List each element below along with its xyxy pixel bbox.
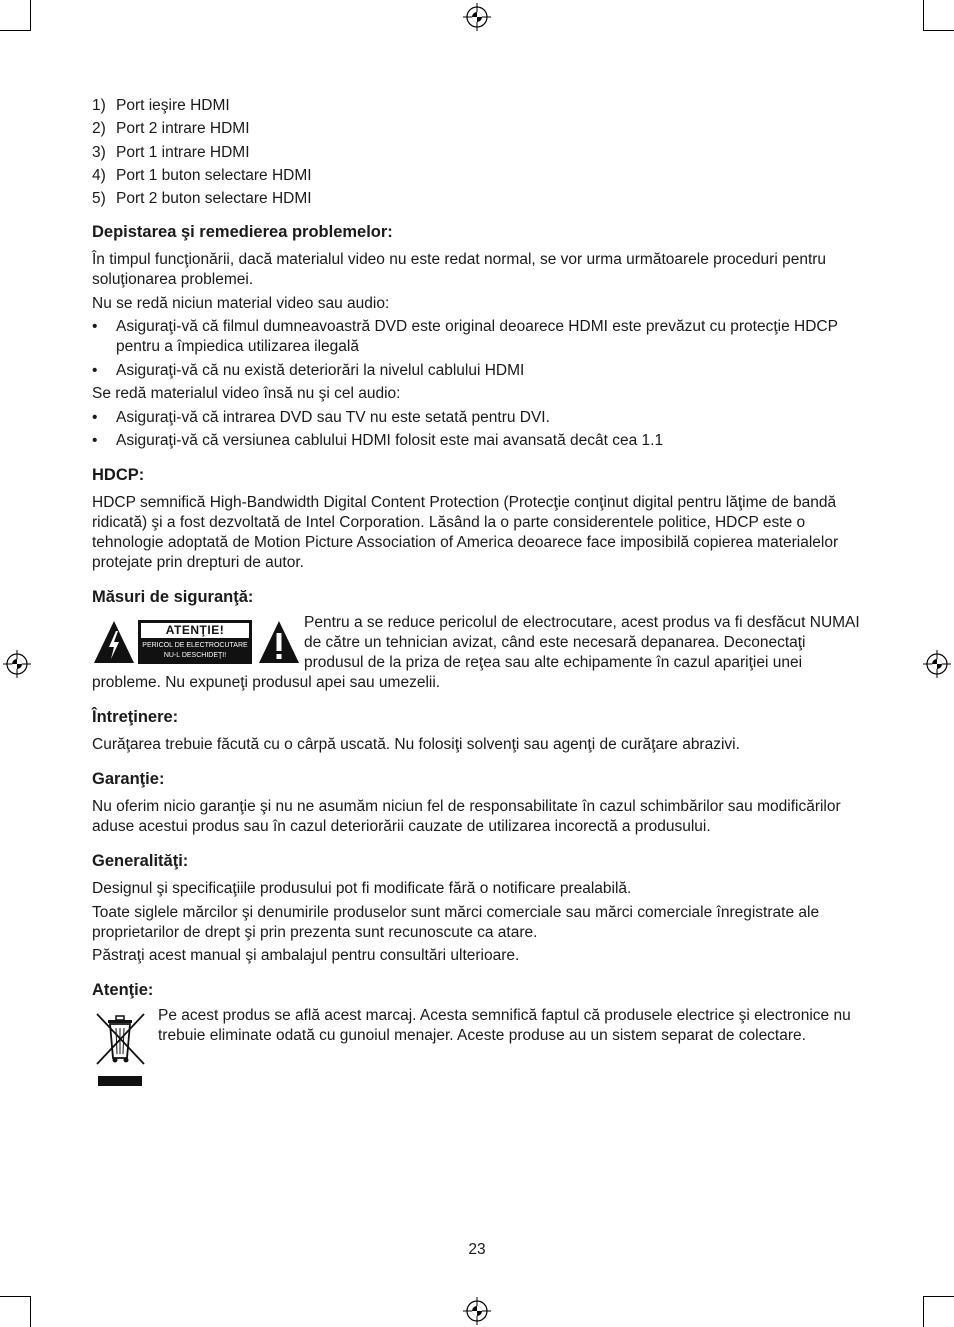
bullet-item: • Asiguraţi-vă că intrarea DVD sau TV nu este setată pentru DVI. [92, 408, 550, 426]
safety-row [92, 613, 864, 693]
paragraph: Nu se redă niciun material video sau audio: [92, 294, 390, 312]
warranty-section [92, 769, 864, 837]
crop-mark-bottom-left [0, 1296, 31, 1327]
hdcp-section [92, 465, 864, 573]
bullet-item: • Asiguraţi-vă că filmul dumneavoastră DVD este original deoarece HDMI este prevăzut cu protecţie HDCP pentru a împiedica utilizarea ilegală [92, 318, 838, 356]
paragraph: Se redă materialul video însă nu şi cel audio: [92, 385, 401, 403]
bullet-item: • Asiguraţi-vă că nu există deteriorări la nivelul cablului HDMI [92, 361, 525, 379]
paragraph: În timpul funcţionării, dacă materialul video nu este redat normal, se vor urma următoarele proceduri pentru soluţionarea problemei. [92, 251, 827, 289]
safety-warning-label [92, 617, 304, 667]
registration-mark-icon [2, 649, 32, 679]
attention-section [92, 980, 864, 1046]
page-content [92, 96, 864, 1090]
warning-box [138, 620, 252, 664]
paragraph: HDCP semnifică High-Bandwidth Digital Content Protection (Protecţie conţinut digital pentru lăţime de bandă ridicată) şi a fost dezvoltată de Intel Corporation. Lăsând la o parte considerentele politice, HDCP este o tehnologie adoptată de Motion Picture Association of America deoarece face imposibilă copierea materialelor protejate prin drepturi de autor. [92, 494, 839, 572]
troubleshooting-section [92, 222, 864, 451]
paragraph: Designul şi specificaţiile produsului pot fi modificate fără o notificare prealabilă. [92, 880, 632, 898]
exclamation-warning-icon [257, 619, 301, 665]
list-item: 5) Port 2 buton selectare HDMI [92, 190, 312, 208]
section-heading: Întreţinere: [92, 708, 179, 727]
paragraph: Păstraţi acest manual şi ambalajul pentru consultări ulterioare. [92, 947, 520, 965]
maintenance-section [92, 707, 864, 755]
paragraph: Nu oferim nicio garanţie şi nu ne asumăm niciun fel de responsabilitate în cazul schimbărilor sau modificărilor aduse acestui produs sau în cazul deteriorării cauzate de utilizarea incorectă a produsului. [92, 798, 841, 836]
crop-mark-top-right [923, 0, 954, 31]
warning-subtitle: PERICOL DE ELECTROCUTARE NU-L DESCHIDEŢI! [142, 642, 248, 660]
crop-mark-bottom-right [923, 1296, 954, 1327]
paragraph: Toate siglele mărcilor şi denumirile produselor sunt mărci comerciale sau mărci comerciale înregistrate ale proprietarilor de drept şi prin prezenta sunt recunoscute ca atare. [92, 903, 820, 941]
section-heading: HDCP: [92, 466, 145, 485]
list-item: 2) Port 2 intrare HDMI [92, 120, 250, 138]
warning-title: ATENŢIE! [141, 623, 249, 638]
registration-mark-icon [462, 1296, 492, 1326]
registration-mark-icon [922, 649, 952, 679]
safety-section [92, 587, 864, 693]
port-list [92, 96, 864, 209]
registration-mark-icon [462, 2, 492, 32]
section-heading: Garanţie: [92, 770, 165, 789]
section-heading: Depistarea şi remedierea problemelor: [92, 223, 393, 242]
section-heading: Generalităţi: [92, 852, 189, 871]
list-item: 3) Port 1 intrare HDMI [92, 143, 250, 161]
list-item: 4) Port 1 buton selectare HDMI [92, 166, 312, 184]
paragraph: Pe acest produs se află acest marcaj. Acesta semnifică faptul că produsele electrice şi electronice nu trebuie eliminate odată cu gunoiul menajer. Aceste produse au un sistem separat de colectare. [158, 1007, 851, 1045]
general-section [92, 851, 864, 966]
section-heading: Măsuri de siguranţă: [92, 588, 254, 607]
lightning-warning-icon [92, 619, 136, 665]
paragraph: Curăţarea trebuie făcută cu o cârpă uscată. Nu folosiţi solvenţi sau agenţi de curăţare abrazivi. [92, 736, 740, 754]
paragraph: Pentru a se reduce pericolul de electrocutare, acest produs va fi desfăcut NUMAI de către un tehnician avizat, când este necesară depanarea. Deconectaţi produsul de la priza de reţea sau alte echipamente în cazul apariţiei unei probleme. Nu expuneţi produsul apei sau umezelii. [92, 614, 860, 692]
page-number: 23 [468, 1241, 486, 1258]
list-item: 1) Port ieşire HDMI [92, 97, 230, 114]
crop-mark-top-left [0, 0, 31, 31]
bullet-item: • Asiguraţi-vă că versiunea cablului HDMI folosit este mai avansată decât cea 1.1 [92, 432, 664, 450]
section-heading: Atenţie: [92, 981, 154, 1000]
crossed-bin-icon [92, 1010, 152, 1090]
